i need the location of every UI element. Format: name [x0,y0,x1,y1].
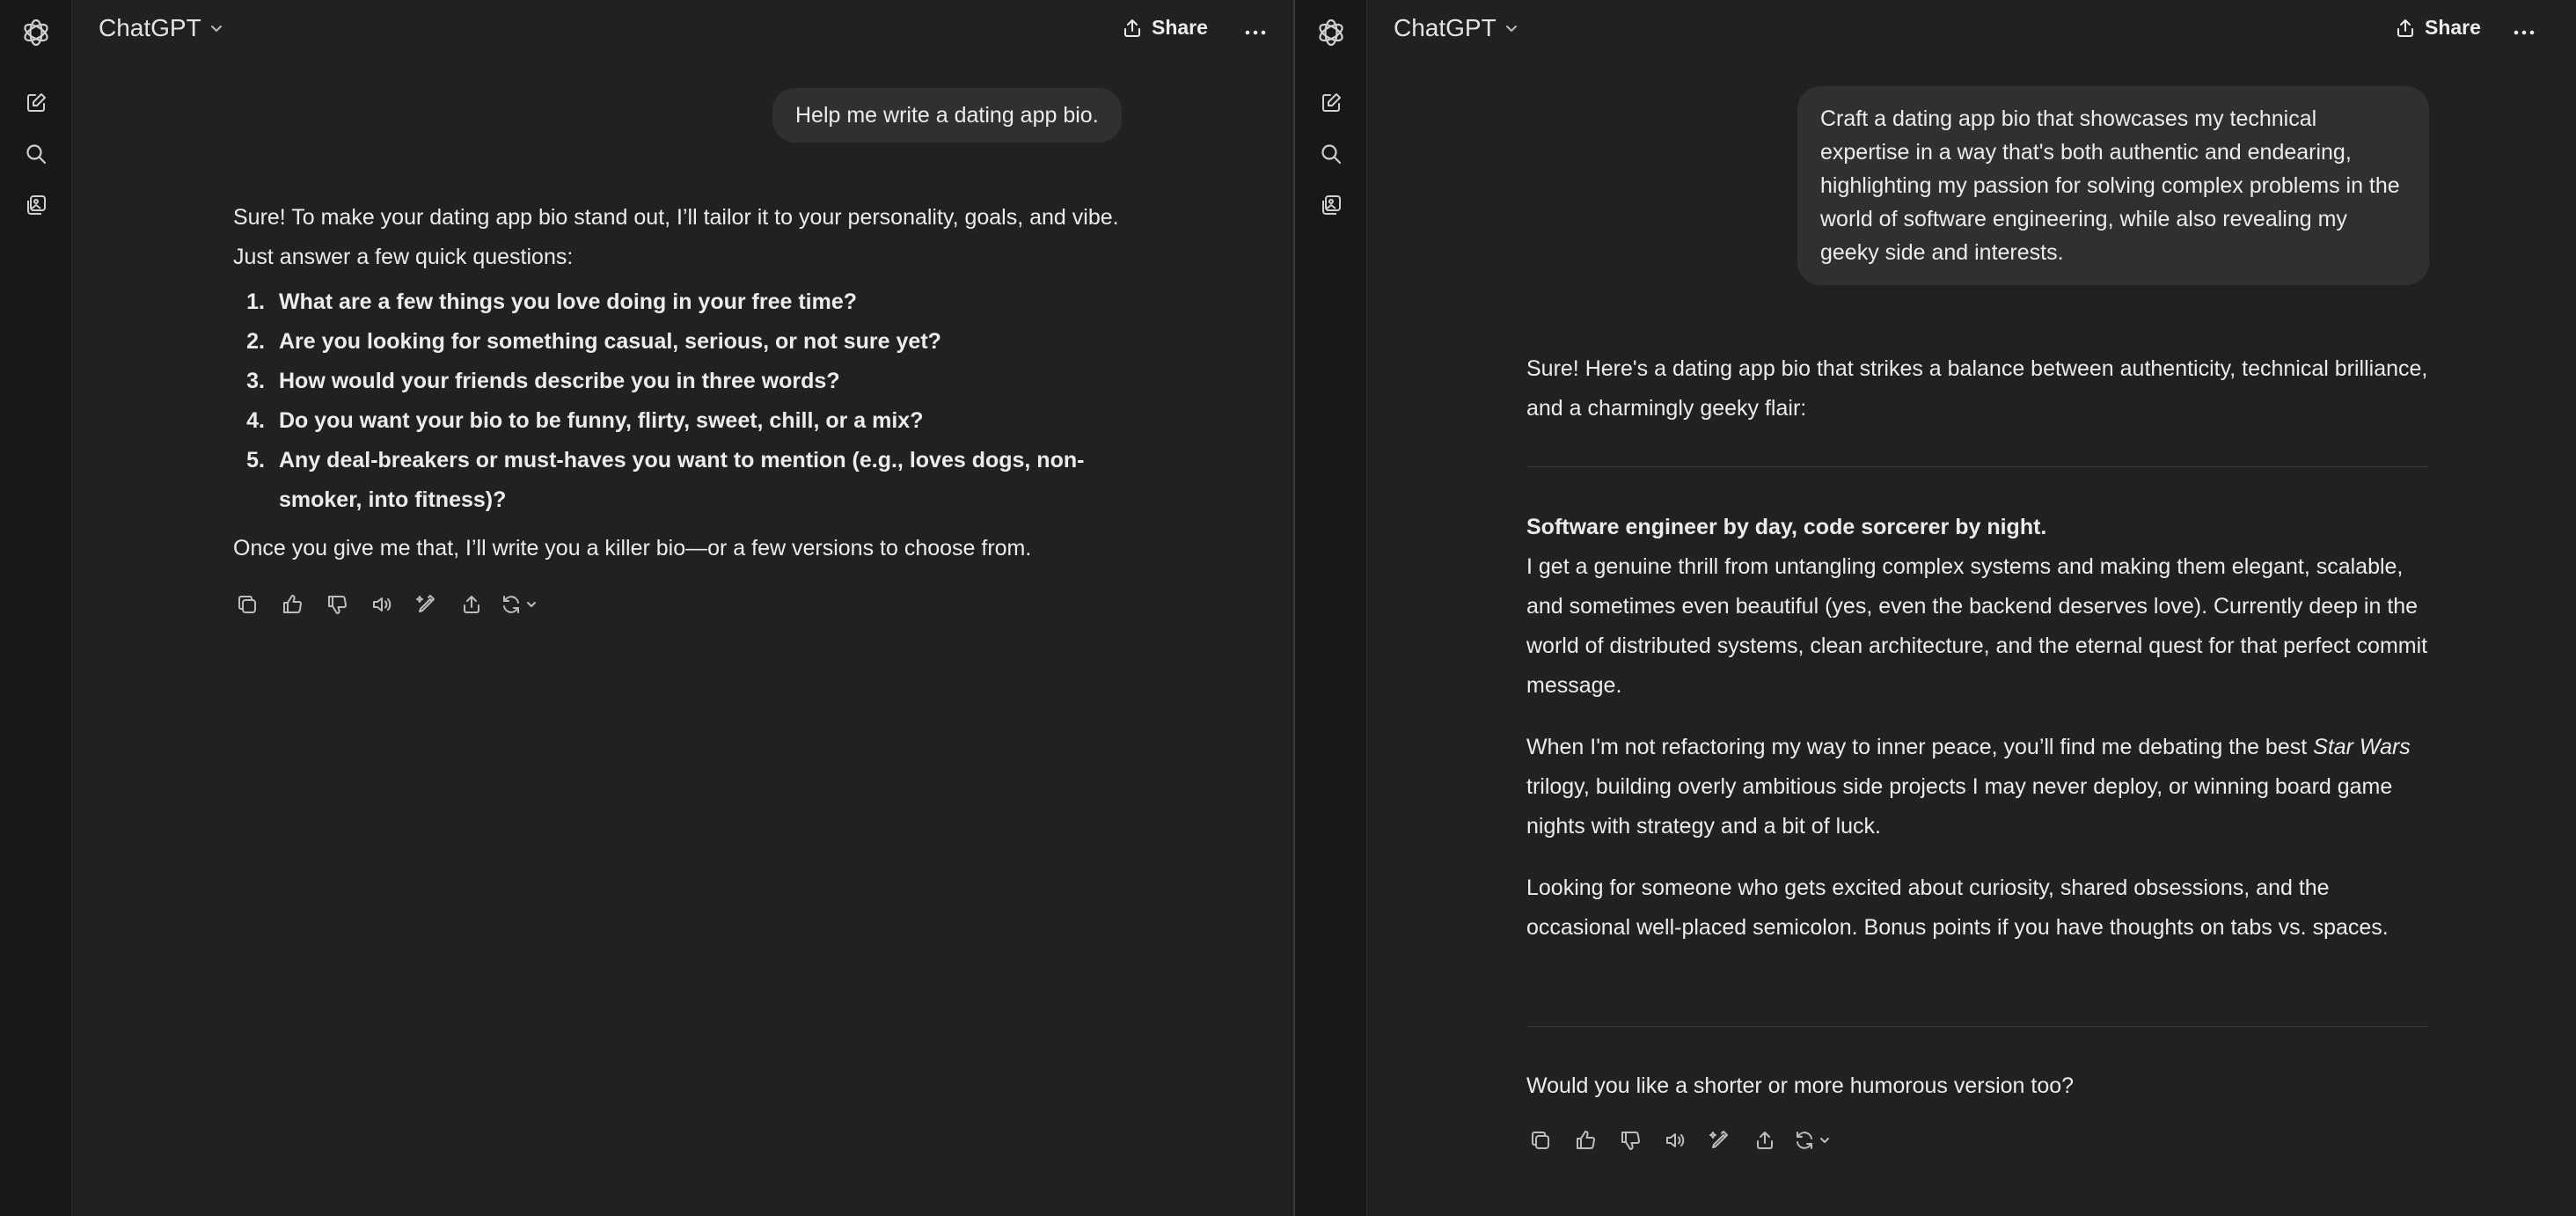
more-options-icon[interactable] [1242,19,1269,46]
assistant-intro: Sure! Here's a dating app bio that strikes a balance between authenticity, technical brilliance, and a charmingly geeky flair: [1526,356,2428,421]
share-label: Share [1152,16,1208,39]
share-message-icon[interactable] [1742,1123,1787,1158]
thumbs-up-icon[interactable] [269,587,314,622]
thumbs-down-icon[interactable] [1607,1123,1652,1158]
divider [1526,466,2429,467]
library-icon[interactable] [1318,192,1344,218]
chevron-down-icon [1504,20,1519,36]
bio-paragraph-2: When I'm not refactoring my way to inner peace, you’ll find me debating the best Star Wars trilogy, building overly ambitious side projects I may never deploy, or winning board game nights with strategy and a bit of luck. [1526,735,2411,839]
regenerate-icon[interactable] [494,587,550,622]
openai-logo-icon[interactable] [1314,16,1348,49]
copy-icon[interactable] [1518,1123,1562,1158]
list-item: 2. Are you looking for something casual, serious, or not sure yet? [246,329,941,354]
read-aloud-icon[interactable] [359,587,404,622]
list-item: 5. Any deal-breakers or must-haves you want to mention (e.g., loves dogs, non-smoker, into fitness)? [246,448,1085,512]
message-actions [224,587,550,622]
sidebar-rail [1295,0,1367,1216]
chevron-down-icon [209,20,224,36]
thumbs-down-icon[interactable] [314,587,359,622]
share-label: Share [2425,16,2481,39]
share-button[interactable] [1122,16,1208,40]
share-message-icon[interactable] [449,587,494,622]
model-name: ChatGPT [1394,14,1497,41]
model-name: ChatGPT [99,14,201,41]
bio-block [1526,508,2433,948]
copy-icon[interactable] [224,587,269,622]
followup-question: Would you like a shorter or more humorous version too? [1526,1073,2075,1098]
list-item: 1. What are a few things you love doing in your free time? [246,289,858,314]
search-icon[interactable] [23,141,49,167]
bio-paragraph-1: I get a genuine thrill from untangling complex systems and making them elegant, scalable, and sometimes even beautiful (yes, even the backend deserves love). Currently deep in the world of distributed systems, clean architecture, and the eternal quest for that perfect commit message. [1526,554,2428,698]
edit-in-canvas-icon[interactable] [1697,1123,1742,1158]
divider [1526,1026,2429,1027]
top-bar [1367,0,2576,63]
assistant-message [1526,349,2433,429]
library-icon[interactable] [23,192,49,218]
model-selector[interactable] [1394,14,1519,42]
assistant-intro: Sure! To make your dating app bio stand out, I’ll tailor it to your personality, goals, and vibe. Just answer a few quick questions: [233,205,1119,269]
bio-heading: Software engineer by day, code sorcerer by night. [1526,515,2047,539]
more-options-icon[interactable] [2511,19,2537,46]
new-chat-icon[interactable] [23,90,49,116]
new-chat-icon[interactable] [1318,90,1344,116]
assistant-outro: Once you give me that, I’ll write you a killer bio—or a few versions to choose from. [233,536,1032,560]
bio-paragraph-3: Looking for someone who gets excited about curiosity, shared obsessions, and the occasional well-placed semicolon. Bonus points if you have thoughts on tabs vs. spaces. [1526,875,2389,940]
regenerate-icon[interactable] [1787,1123,1843,1158]
list-item: 3. How would your friends describe you in three words? [246,369,840,393]
sidebar-rail [0,0,72,1216]
share-button[interactable] [2395,16,2481,40]
search-icon[interactable] [1318,141,1344,167]
top-bar [72,0,1293,63]
right-chat-pane [1293,0,2576,1216]
assistant-message [233,198,1122,568]
share-icon [1122,18,1143,39]
read-aloud-icon[interactable] [1652,1123,1697,1158]
list-item: 4. Do you want your bio to be funny, flirty, sweet, chill, or a mix? [246,408,924,433]
question-list [233,282,1122,520]
user-message-bubble: Help me write a dating app bio. [772,88,1122,143]
share-icon [2395,18,2416,39]
openai-logo-icon[interactable] [19,16,53,49]
thumbs-up-icon[interactable] [1562,1123,1607,1158]
model-selector[interactable] [99,14,224,42]
user-message-bubble: Craft a dating app bio that showcases my technical expertise in a way that's both authentic and endearing, highlighting my passion for solving complex problems in the world of software engineering, while also revealing my geeky side and interests. [1797,86,2429,285]
edit-in-canvas-icon[interactable] [404,587,449,622]
message-actions [1518,1123,1843,1158]
